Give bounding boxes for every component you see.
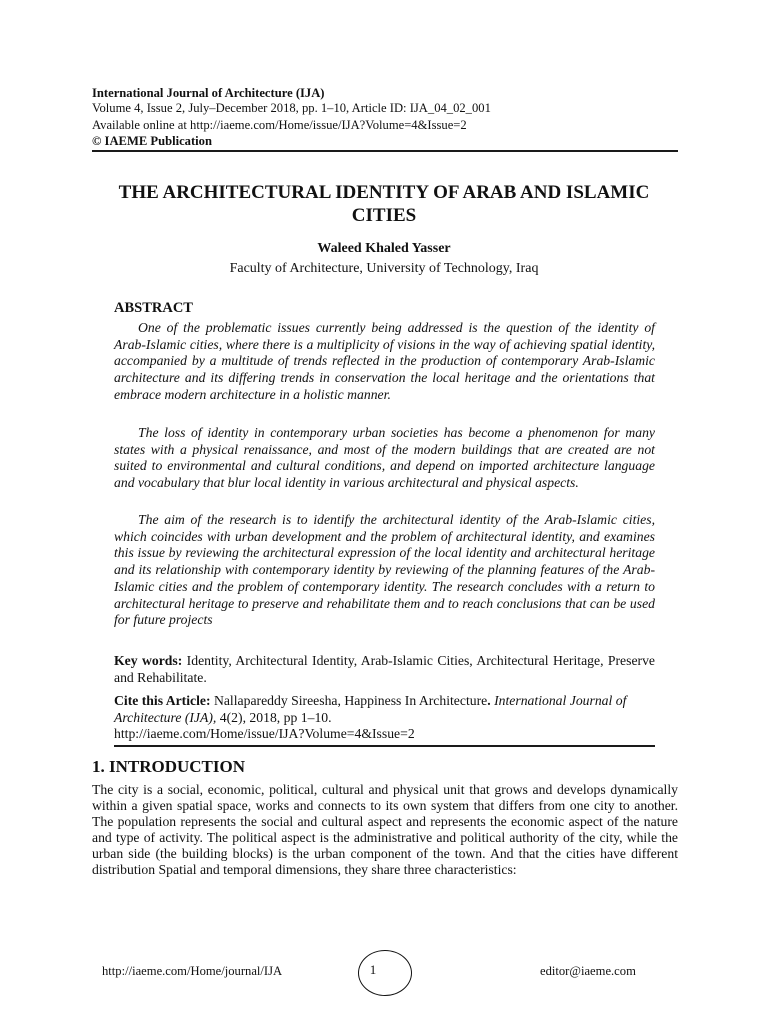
- paper-title-line-1: THE ARCHITECTURAL IDENTITY OF ARAB AND ISLAMIC: [118, 182, 650, 203]
- cite-details: 4(2), 2018, pp 1–10.: [219, 709, 332, 725]
- abstract-paragraph-3: The aim of the research is to identify the architectural identity of the Arab-Islamic cities, which coincides with urban development and the problem of architectural identity, and examines this issue by reviewing the architectural expression of the local identity and architectural heritage and its relationship with contemporary identity by reviewing of the planning features of the Arab-Islamic cities and the problem of contemporary identity. The research concludes with a return to architectural heritage to preserve and rehabilitate them and to reach conclusions that can be used for future projects: [114, 512, 655, 628]
- abstract-paragraph-2: The loss of identity in contemporary urban societies has become a phenomenon for many states with a physical renaissance, and most of the modern buildings that are created are not suited to environmental and cultural conditions, and depend on imported architecture language and vocabulary that blur local identity in various architectural and physical aspects.: [114, 425, 655, 491]
- introduction-heading: 1. INTRODUCTION: [92, 757, 246, 776]
- author-affiliation: Faculty of Architecture, University of Technology, Iraq: [229, 261, 539, 276]
- available-online-line: Available online at http://iaeme.com/Home/issue/IJA?Volume=4&Issue=2: [92, 118, 467, 132]
- journal-name: International Journal of Architecture (IJA): [92, 86, 325, 100]
- footer-url[interactable]: http://iaeme.com/Home/journal/IJA: [102, 964, 283, 978]
- publisher-line: © IAEME Publication: [92, 134, 212, 148]
- keywords: [114, 653, 655, 686]
- cite-authors: Nallapareddy Sireesha, Happiness In Architecture: [213, 693, 488, 708]
- cite-dot: .: [487, 693, 491, 708]
- footer-email[interactable]: editor@iaeme.com: [540, 964, 636, 978]
- author-name: Waleed Khaled Yasser: [317, 241, 451, 256]
- paper-title-line-2: CITIES: [351, 205, 417, 226]
- abstract-rule: [114, 745, 655, 747]
- page-number: 1: [369, 962, 377, 977]
- cite-url[interactable]: http://iaeme.com/Home/issue/IJA?Volume=4&Issue=2: [114, 726, 415, 742]
- keywords-text: Identity, Architectural Identity, Arab-Islamic Cities, Architectural Heritage, Preserve and Rehabilitate.: [114, 653, 656, 685]
- cite-journal: International Journal of Architecture (IJA),: [114, 693, 627, 725]
- abstract-heading: ABSTRACT: [114, 300, 193, 316]
- header-rule: [92, 150, 678, 152]
- abstract-paragraph-1: One of the problematic issues currently being addressed is the question of the identity of Arab-Islamic cities, where there is a multiplicity of visions in the way of achieving spatial identity, accompanied by a multitude of trends reflected in the production of contemporary Arab-Islamic architecture and its differing trends in conservation the local heritage and the orientations that embrace modern architecture in a holistic manner.: [114, 320, 655, 402]
- cite-label: Cite this Article:: [114, 693, 211, 708]
- paper-title: [70, 181, 698, 227]
- volume-line: Volume 4, Issue 2, July–December 2018, pp. 1–10, Article ID: IJA_04_02_001: [92, 101, 491, 115]
- citation: [114, 693, 655, 743]
- keywords-label: Key words:: [114, 653, 183, 668]
- introduction-paragraph: The city is a social, economic, political, cultural and physical unit that grows and develops dynamically within a given spatial space, works and connects to its own system that differs from one city to another. The population represents the social and cultural aspect and represents the economic aspect of the nature and type of activity. The political aspect is the administrative and political authority of the city, while the urban side (the building blocks) is the urban component of the town. And that the cities have different distribution Spatial and temporal dimensions, they share three characteristics:: [92, 782, 678, 877]
